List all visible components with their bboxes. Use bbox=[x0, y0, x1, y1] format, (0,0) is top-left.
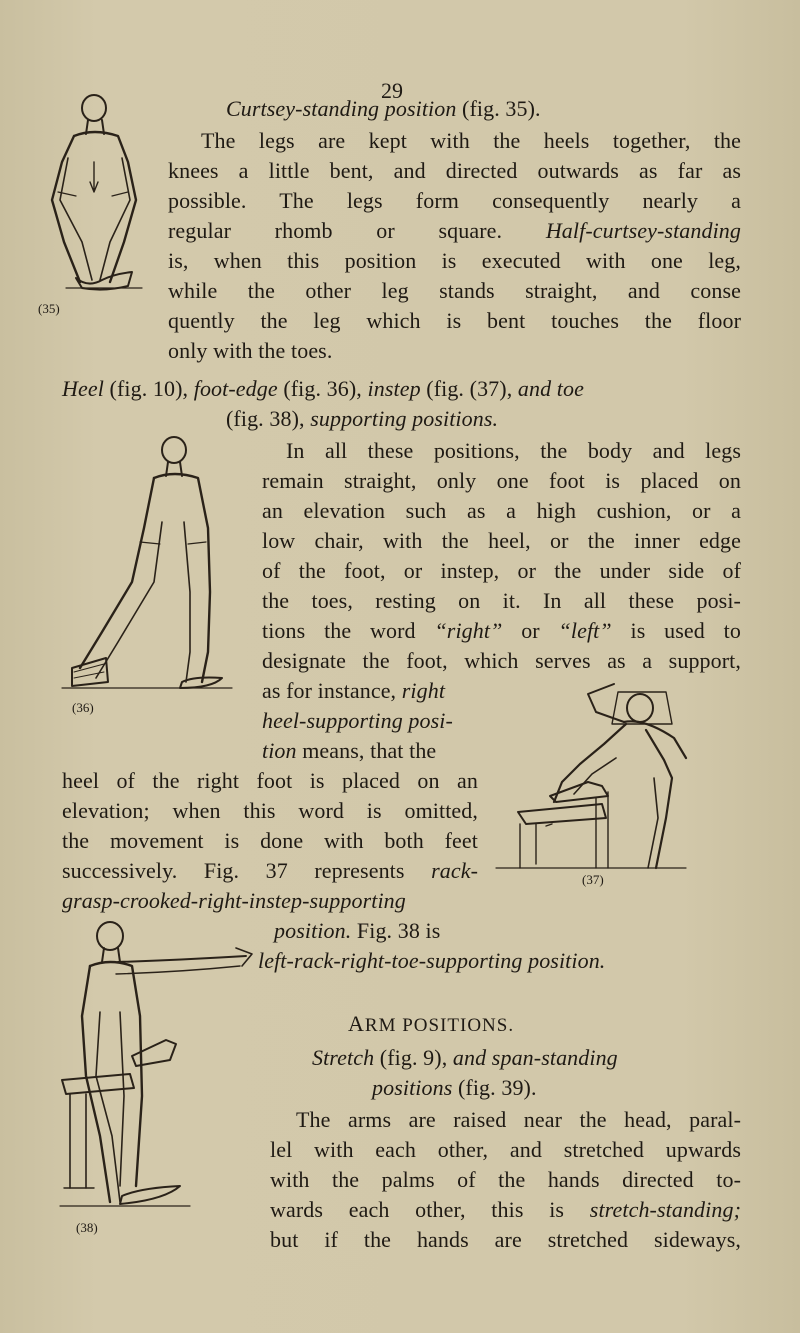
text-line: tion means, that the bbox=[262, 738, 437, 763]
text-line: possible. The legs form consequently nearly a bbox=[168, 188, 741, 213]
stretch-standing-title: Stretch (fig. 9), and span-standing bbox=[312, 1045, 618, 1070]
text-line: an elevation such as a high cushion, or a bbox=[262, 498, 741, 523]
figure-35-caption: (35) bbox=[38, 301, 60, 316]
text-line: of the foot, or instep, or the under side of bbox=[262, 558, 741, 583]
text-line: knees a little bent, and directed outwards as far as bbox=[168, 158, 741, 183]
text-line: the movement is done with both feet bbox=[62, 828, 478, 853]
left-rack-right-toe-supporting-figure-icon bbox=[60, 916, 260, 1216]
text-line: tions the word “right” or “left” is used to bbox=[262, 618, 741, 643]
text-line: heel of the right foot is placed on an bbox=[62, 768, 478, 793]
text-line: heel-supporting posi- bbox=[262, 708, 453, 733]
figure-36-caption: (36) bbox=[72, 700, 94, 715]
curtsey-standing-title: Curtsey-standing position (fig. 35). bbox=[226, 96, 541, 121]
text-line: as for instance, right bbox=[262, 678, 446, 703]
text-line: quently the leg which is bent touches the floor bbox=[168, 308, 741, 333]
curtsey-standing-figure-icon bbox=[32, 92, 162, 302]
text-line: only with the toes. bbox=[168, 338, 333, 363]
text-line: left-rack-right-toe-supporting position. bbox=[258, 948, 606, 973]
text-line: designate the foot, which serves as a support, bbox=[262, 648, 741, 673]
supporting-positions-heading-cont: (fig. 38), supporting positions. bbox=[226, 406, 499, 431]
supporting-positions-heading: Heel (fig. 10), foot-edge (fig. 36), instep (fig. (37), and toe bbox=[62, 376, 584, 401]
page-number: 29 bbox=[381, 78, 403, 103]
figure-38-caption: (38) bbox=[76, 1220, 98, 1235]
text-line: while the other leg stands straight, and conse bbox=[168, 278, 741, 303]
text-line: regular rhomb or square. Half-curtsey-standing bbox=[168, 218, 741, 243]
text-line: lel with each other, and stretched upwards bbox=[270, 1137, 741, 1162]
text-line: The legs are kept with the heels together, the bbox=[201, 128, 741, 153]
stretch-standing-title-cont: positions (fig. 39). bbox=[372, 1075, 537, 1100]
text-line: grasp-crooked-right-instep-supporting bbox=[62, 888, 406, 913]
figure-37-caption: (37) bbox=[582, 872, 604, 887]
text-line: remain straight, only one foot is placed on bbox=[262, 468, 741, 493]
foot-edge-supporting-figure-icon bbox=[62, 432, 262, 692]
rack-grasp-instep-supporting-figure-icon bbox=[496, 678, 686, 870]
text-line: The arms are raised near the head, paral- bbox=[296, 1107, 741, 1132]
text-line: successively. Fig. 37 represents rack- bbox=[62, 858, 478, 883]
text-line: wards each other, this is stretch-standing; bbox=[270, 1197, 741, 1222]
text-line: but if the hands are stretched sideways, bbox=[270, 1227, 741, 1252]
text-line: the toes, resting on it. In all these posi- bbox=[262, 588, 741, 613]
text-line: low chair, with the heel, or the inner edge bbox=[262, 528, 741, 553]
text-line: position. Fig. 38 is bbox=[274, 918, 441, 943]
text-line: In all these positions, the body and legs bbox=[286, 438, 741, 463]
text-line: elevation; when this word is omitted, bbox=[62, 798, 478, 823]
arm-positions-heading: ARM POSITIONS. bbox=[348, 1011, 515, 1036]
text-line: with the palms of the hands directed to- bbox=[270, 1167, 741, 1192]
text-line: is, when this position is executed with one leg, bbox=[168, 248, 741, 273]
